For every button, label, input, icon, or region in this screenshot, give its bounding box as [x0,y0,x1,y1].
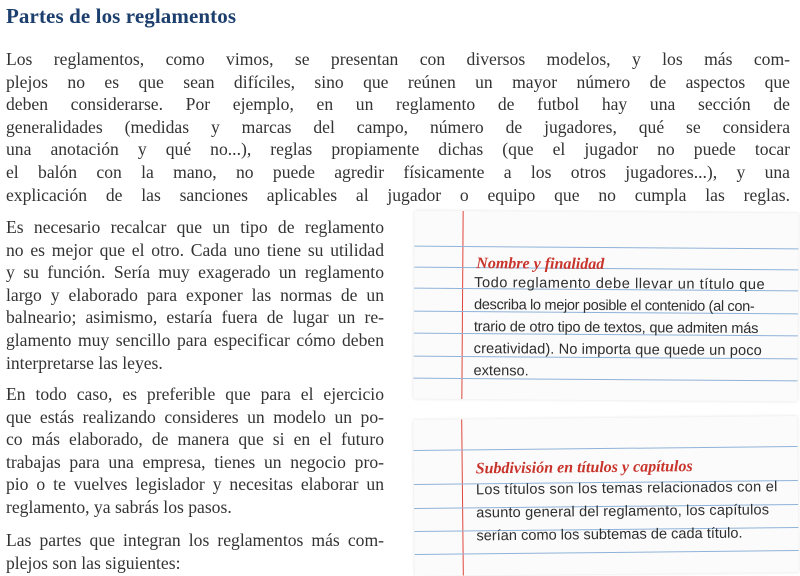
intro-paragraph [6,48,790,206]
intro-line: una anotación y qué no...), reglas propiamente dichas (que el jugador no puede tocar [6,139,790,160]
paragraph-line: y su función. Sería muy exagerado un reglamento [6,262,384,283]
notebook-card-subdivision [413,416,799,576]
card-line: extenso. [473,363,529,380]
section-heading: Partes de los reglamentos [6,4,237,28]
notebook-card-nombre [413,211,798,402]
paragraph-line: pio o te vuelves legislador y necesitas elaborar un [6,474,384,495]
intro-line: deben considerarse. Por ejemplo, en un reglamento de futbol hay una sección de [6,94,790,115]
card-line: Todo reglamento debe llevar un título que [474,275,766,294]
intro-line: Los reglamentos, como vimos, se presentan con diversos modelos, y los más com- [6,49,790,69]
paragraph-line: largo y elaborado para exponer las normas de un [6,284,384,305]
card-title: Subdivisión en títulos y capítulos [475,458,693,478]
paragraph-line: glamento muy sencillo para especificar cómo deben [6,329,384,350]
paragraph-line: co más elaborado, de manera que si en el futuro [6,429,384,450]
paragraph-line: plejos son las siguientes: [6,552,181,573]
paragraph-line: interpretarse las leyes. [6,352,163,373]
intro-line: el balón con la mano, no puede agredir físicamente a los otros jugadores...), y una [6,161,790,182]
intro-line: plejos no es que sean difíciles, sino que reúnen un mayor número de aspectos que [6,71,790,92]
card-line: creatividad). No importa que quede un poco [473,341,762,360]
paragraph-line: que estás realizando consideres un modelo un po- [6,406,384,427]
card-title: Nombre y finalidad [476,255,605,273]
paragraph-4 [6,529,384,574]
paragraph-line: Las partes que integran los reglamentos más com- [6,530,384,550]
card-line: trario de otro tipo de textos, que admiten más [473,319,759,338]
intro-line: generalidades (medidas y marcas del campo, número de jugadores, qué se considera [6,116,790,137]
paragraph-2 [6,216,384,374]
paragraph-line: Es necesario recalcar que un tipo de reglamento [6,217,384,237]
paragraph-line: trabajas para una empresa, tienes un negocio pro- [6,451,384,472]
paragraph-line: reglamento, ya sabrás los pasos. [6,496,232,517]
card-line: asunto general del reglamento, los capítulos [476,502,770,522]
paragraph-line: En todo caso, es preferible que para el ejercicio [6,384,384,404]
paragraph-line: balneario; asimismo, estaría fuera de lugar un re- [6,307,384,328]
intro-line: explicación de las sanciones aplicables al jugador o equipo que no cumpla las reglas. [6,184,790,205]
card-line: describa lo mejor posible el contenido (al con- [473,297,755,316]
paragraph-3 [6,383,384,519]
paragraph-line: no es mejor que el otro. Cada uno tiene su utilidad [6,239,384,260]
card-line: Los títulos son los temas relacionados con el [475,479,778,499]
card-line: serían como los subtemas de cada título. [476,525,743,545]
